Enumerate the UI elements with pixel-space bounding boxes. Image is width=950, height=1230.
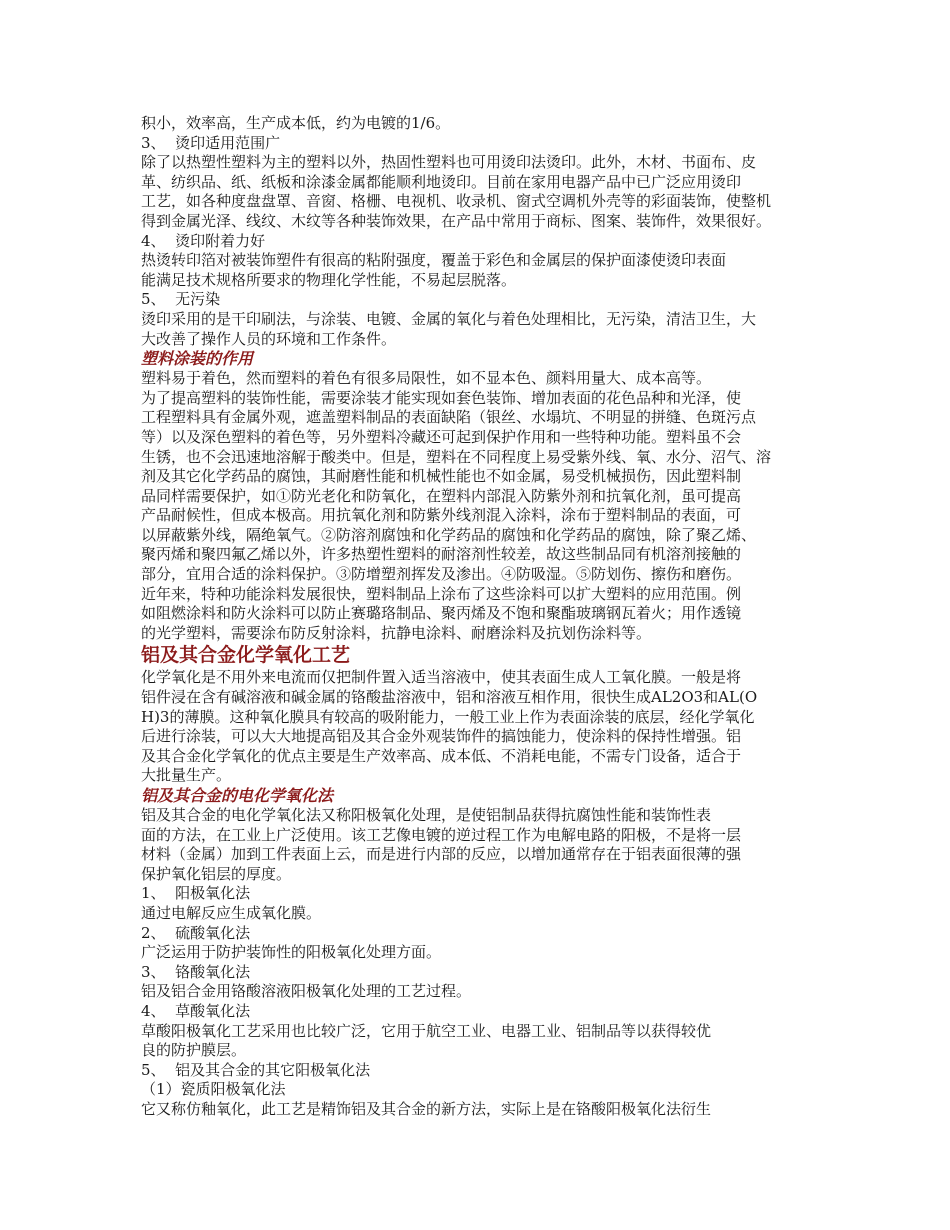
text-line: 品同样需要保护，如①防光老化和防氧化，在塑料内部混入防紫外剂和抗氧化剂，虽可提高: [141, 486, 742, 505]
text-line: 聚丙烯和聚四氟乙烯以外，许多热塑性塑料的耐溶剂性较差，故这些制品同有机溶剂接触的: [141, 545, 742, 564]
text-line: 工艺，如各种度盘盘罩、音窗、格栅、电视机、收录机、窗式空调机外壳等的彩面装饰，使整机: [141, 192, 772, 211]
text-line: H)3的薄膜。这种氧化膜具有较高的吸附能力，一般工业上作为表面涂装的底层，经化学氧化: [141, 707, 755, 726]
text-line: 大批量生产。: [141, 766, 232, 785]
text-line: 近年来，特种功能涂料发展很快，塑料制品上涂布了这些涂料可以扩大塑料的应用范围。例: [141, 584, 742, 603]
section-heading: 铝及其合金化学氧化工艺: [141, 644, 351, 667]
text-line: 以屏蔽紫外线，隔绝氧气。②防溶剂腐蚀和化学药品的腐蚀和化学药品的腐蚀，除了聚乙烯、: [141, 525, 757, 544]
text-line: 广泛运用于防护装饰性的阳极氧化处理方面。: [141, 943, 442, 962]
text-line: 4、 草酸氧化法: [141, 1001, 251, 1020]
text-line: 等）以及深色塑料的着色等，另外塑料冷藏还可起到保护作用和一些特种功能。塑料虽不会: [141, 427, 742, 446]
text-line: 革、纺织品、纸、纸板和涂漆金属都能顺利地烫印。目前在家用电器产品中已广泛应用烫印: [141, 172, 742, 191]
text-line: 材料（金属）加到工件表面上云，而是进行内部的反应，以增加通常存在于铝表面很薄的强: [141, 845, 742, 864]
text-line: 大改善了操作人员的环境和工作条件。: [141, 329, 397, 348]
text-line: 如阻燃涂料和防火涂料可以防止赛璐珞制品、聚丙烯及不饱和聚酯玻璃钢瓦着火；用作透镜: [141, 604, 742, 623]
text-line: 产品耐候性，但成本极高。用抗氧化剂和防紫外线剂混入涂料，涂布于塑料制品的表面，可: [141, 506, 742, 525]
section-heading: 铝及其合金的电化学氧化法: [141, 786, 334, 805]
section-heading: 塑料涂装的作用: [141, 349, 254, 369]
text-line: （1）瓷质阳极氧化法: [141, 1080, 286, 1099]
text-line: 铝件浸在含有碱溶液和碱金属的铬酸盐溶液中，铝和溶液互相作用，很快生成AL2O3和AL(O: [141, 688, 758, 707]
text-line: 铝及其合金的电化学氧化法又称阳极氧化处理，是使铝制品获得抗腐蚀性能和装饰性表: [141, 806, 712, 824]
text-line: 化学氧化是不用外来电流而仅把制件置入适当溶液中，使其表面生成人工氧化膜。一般是将: [141, 668, 742, 687]
text-line: 草酸阳极氧化工艺采用也比较广泛，它用于航空工业、电器工业、铝制品等以获得较优: [141, 1021, 712, 1040]
text-line: 保护氧化铝层的厚度。: [141, 864, 292, 883]
text-line: 3、 铬酸氧化法: [141, 962, 251, 981]
text-line: 积小，效率高，生产成本低，约为电镀的1/6。: [141, 114, 451, 132]
text-line: 部分，宜用合适的涂料保护。③防增塑剂挥发及渗出。④防吸湿。⑤防划伤、擦伤和磨伤。: [141, 565, 742, 584]
text-line: 4、 烫印附着力好: [141, 231, 266, 250]
text-line: 热烫转印箔对被装饰塑件有很高的粘附强度，覆盖于彩色和金属层的保护面漆使烫印表面: [141, 251, 727, 270]
text-line: 面的方法，在工业上广泛使用。该工艺像电镀的逆过程工作为电解电路的阳极，不是将一层: [141, 825, 742, 844]
text-line: 它又称仿釉氧化，此工艺是精饰铝及其合金的新方法，实际上是在铬酸阳极氧化法衍生: [141, 1099, 712, 1118]
text-line: 后进行涂装，可以大大地提高铝及其合金外观装饰件的搞蚀能力，使涂料的保持性增强。铝: [141, 727, 742, 746]
text-line: 工程塑料具有金属外观，遮盖塑料制品的表面缺陷（银丝、水塌坑、不明显的拼缝、色斑污点: [141, 408, 757, 427]
text-line: 生锈，也不会迅速地溶解于酸类中。但是，塑料在不同程度上易受紫外线、氧、水分、沼气、溶: [141, 447, 772, 466]
text-line: 1、 阳极氧化法: [141, 884, 251, 903]
text-line: 塑料易于着色，然而塑料的着色有很多局限性，如不显本色、颜料用量大、成本高等。: [141, 369, 712, 388]
text-line: 及其合金化学氧化的优点主要是生产效率高、成本低、不消耗电能，不需专门设备，适合于: [141, 746, 742, 765]
text-line: 通过电解反应生成氧化膜。: [141, 903, 322, 922]
text-line: 良的防护膜层。: [141, 1041, 247, 1060]
text-line: 的光学塑料，需要涂布防反射涂料，抗静电涂料、耐磨涂料及抗划伤涂料等。: [141, 623, 652, 642]
document-page: [141, 114, 831, 1120]
text-line: 烫印采用的是干印刷法，与涂装、电镀、金属的氧化与着色处理相比，无污染，清洁卫生，大: [141, 309, 757, 328]
text-line: 3、 烫印适用范围广: [141, 133, 281, 152]
text-line: 除了以热塑性塑料为主的塑料以外，热固性塑料也可用烫印法烫印。此外，木材、书面布、皮: [141, 153, 757, 172]
text-line: 为了提高塑料的装饰性能，需要涂装才能实现如套色装饰、增加表面的花色品种和光泽，使: [141, 388, 742, 407]
text-line: 5、 无污染: [141, 290, 221, 309]
text-line: 得到金属光泽、线纹、木纹等各种装饰效果，在产品中常用于商标、图案、装饰件，效果很好。: [141, 211, 772, 230]
text-line: 剂及其它化学药品的腐蚀，其耐磨性能和机械性能也不如金属，易受机械损伤，因此塑料制: [141, 467, 742, 486]
text-line: 能满足技术规格所要求的物理化学性能，不易起层脱落。: [141, 270, 517, 289]
text-line: 5、 铝及其合金的其它阳极氧化法: [141, 1060, 371, 1079]
text-line: 2、 硫酸氧化法: [141, 923, 251, 942]
text-line: 铝及铝合金用铬酸溶液阳极氧化处理的工艺过程。: [141, 982, 472, 1001]
